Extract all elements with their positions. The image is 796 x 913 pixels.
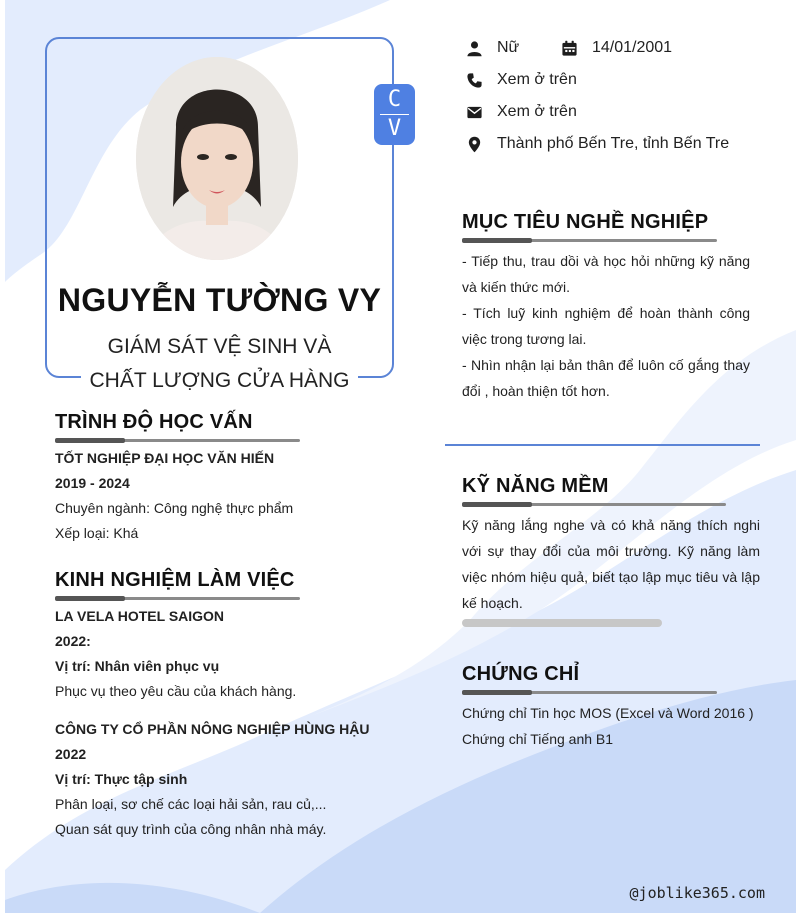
experience-rule bbox=[55, 597, 300, 600]
objective-title: MỤC TIÊU NGHỀ NGHIỆP bbox=[462, 211, 709, 233]
job-year: 2022: bbox=[55, 633, 91, 649]
cv-badge-top: C bbox=[387, 87, 402, 112]
objective-item: - Tiếp thu, trau dồi và học hỏi những kỹ năng và kiến thức mới. bbox=[462, 253, 750, 295]
soft-skills-rule bbox=[462, 503, 726, 506]
profile-photo bbox=[136, 57, 298, 260]
mail-icon bbox=[462, 100, 486, 124]
objective-list bbox=[462, 248, 750, 404]
education-title: TRÌNH ĐỘ HỌC VẤN bbox=[55, 411, 253, 433]
education-rule bbox=[55, 439, 300, 442]
gender-value: Nữ bbox=[497, 39, 520, 56]
contact-row-gender bbox=[462, 36, 782, 60]
experience-title: KINH NGHIỆM LÀM VIỆC bbox=[55, 569, 295, 591]
job-position: Vị trí: Nhân viên phục vụ bbox=[55, 658, 220, 674]
job-detail: Phân loại, sơ chế các loại hải sản, rau củ,... bbox=[55, 796, 327, 812]
job-company: CÔNG TY CỔ PHẦN NÔNG NGHIỆP HÙNG HẬU bbox=[55, 721, 370, 737]
birthday-value: 14/01/2001 bbox=[592, 39, 673, 56]
education-block bbox=[55, 446, 385, 546]
cv-badge-bottom: V bbox=[387, 116, 402, 141]
objective-item: - Nhìn nhận lại bản thân để luôn cố gắng thay đổi , hoàn thiện tốt hơn. bbox=[462, 357, 750, 399]
watermark: @joblike365.com bbox=[629, 884, 765, 902]
email-value: Xem ở trên bbox=[497, 103, 577, 120]
education-school: TỐT NGHIỆP ĐẠI HỌC VĂN HIẾN bbox=[55, 450, 275, 466]
contact-row-phone bbox=[462, 68, 782, 92]
job-title bbox=[45, 330, 394, 398]
section-divider bbox=[445, 444, 760, 446]
certificates-rule bbox=[462, 691, 717, 694]
certificate-item: Chứng chỉ Tiếng anh B1 bbox=[462, 731, 614, 747]
job-title-line2: CHẤT LƯỢNG CỬA HÀNG bbox=[81, 369, 357, 392]
objective-item: - Tích luỹ kinh nghiệm để hoàn thành công việc trong tương lai. bbox=[462, 305, 750, 347]
objective-rule bbox=[462, 239, 717, 242]
soft-skills-title: KỸ NĂNG MỀM bbox=[462, 475, 609, 497]
address-value: Thành phố Bến Tre, tỉnh Bến Tre bbox=[497, 135, 730, 152]
job-year: 2022 bbox=[55, 746, 87, 762]
education-major: Chuyên ngành: Công nghệ thực phẩm bbox=[55, 500, 294, 516]
person-icon bbox=[462, 36, 486, 60]
job-position: Vị trí: Thực tập sinh bbox=[55, 771, 188, 787]
experience-job-1 bbox=[55, 604, 415, 704]
job-detail: Quan sát quy trình của công nhân nhà máy. bbox=[55, 821, 327, 837]
certificates-title: CHỨNG CHỈ bbox=[462, 663, 580, 685]
phone-icon bbox=[462, 68, 486, 92]
contact-row-email bbox=[462, 100, 782, 124]
certificates-list bbox=[462, 700, 782, 752]
education-grade: Xếp loại: Khá bbox=[55, 525, 139, 541]
job-detail: Phục vụ theo yêu cầu của khách hàng. bbox=[55, 683, 297, 699]
calendar-icon bbox=[557, 36, 581, 60]
full-name: NGUYỄN TƯỜNG VY bbox=[57, 282, 382, 318]
location-icon bbox=[462, 132, 486, 156]
certificate-item: Chứng chỉ Tin học MOS (Excel và Word 2016 ) bbox=[462, 705, 754, 721]
phone-value: Xem ở trên bbox=[497, 71, 577, 88]
contact-row-address bbox=[462, 132, 782, 156]
job-company: LA VELA HOTEL SAIGON bbox=[55, 608, 225, 624]
soft-skills-text: Kỹ năng lắng nghe và có khả năng thích nghi với sự thay đổi của môi trường. Kỹ năng làm việc nhóm hiệu quả, biết tạo lập mục tiêu và lập kế hoạch. bbox=[462, 517, 760, 611]
education-years: 2019 - 2024 bbox=[55, 475, 130, 491]
experience-job-2 bbox=[55, 717, 415, 842]
job-title-line1: GIÁM SÁT VỆ SINH VÀ bbox=[100, 335, 340, 358]
cv-badge bbox=[374, 84, 415, 145]
skill-bar bbox=[462, 619, 662, 627]
